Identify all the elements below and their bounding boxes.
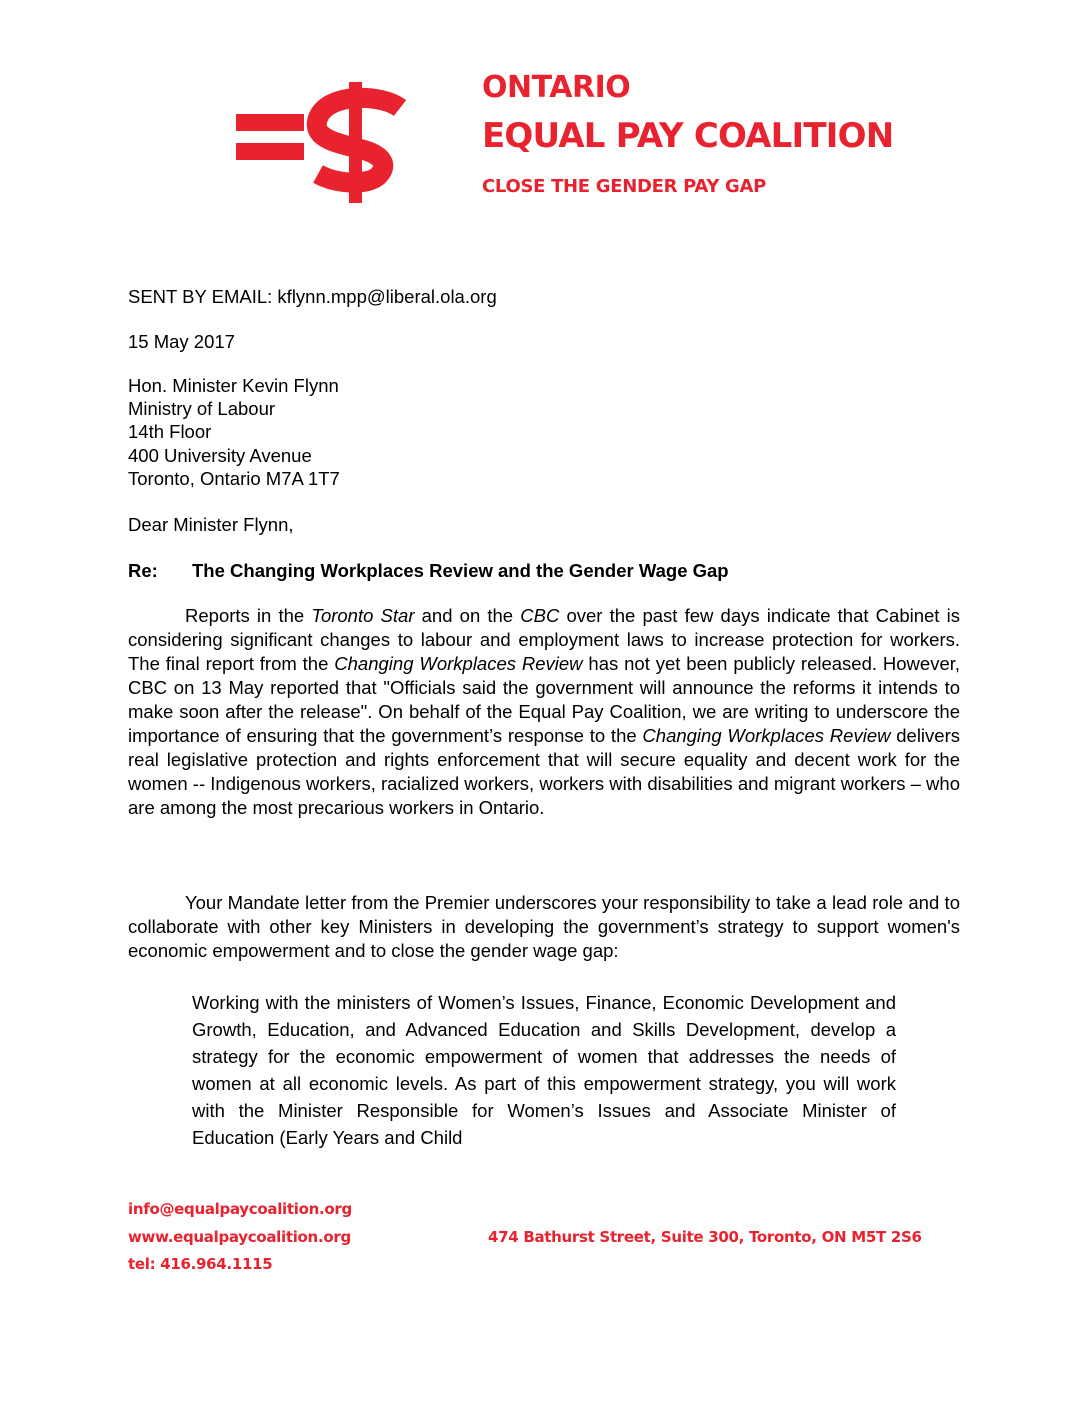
recipient-address [128, 374, 340, 490]
re-subject: The Changing Workplaces Review and the Gender Wage Gap [192, 560, 729, 581]
org-name-line2: EQUAL PAY COALITION [482, 116, 894, 156]
salutation: Dear Minister Flynn, [128, 514, 294, 535]
re-label: Re: [128, 560, 158, 581]
paragraph-1: Reports in the Toronto Star and on the CBC over the past few days indicate that Cabinet is considering significant changes to labour and employment laws to increase protection for workers. The final report from the Changing Workplaces Review has not yet been publicly released. However, CBC on 13 May reported that "Officials said the government will announce the reforms it intends to make soon after the release". On behalf of the Equal Pay Coalition, we are writing to underscore the importance of ensuring that the government’s response to the Changing Workplaces Review delivers real legislative protection and rights enforcement that will secure equality and decent work for the women -- Indigenous workers, racialized workers, workers with disabilities and migrant workers – who are among the most precarious workers in Ontario. [128, 605, 961, 818]
footer-email[interactable]: info@equalpaycoalition.org [128, 1200, 352, 1218]
address-line: Toronto, Ontario M7A 1T7 [128, 467, 340, 489]
org-name-line1: ONTARIO [482, 70, 631, 105]
letter-date: 15 May 2017 [128, 331, 235, 352]
mandate-quote: Working with the ministers of Women’s Issues, Finance, Economic Development and Growth, Education, and Advanced Education and Skills Development, develop a strategy for the economic empowerment of women that addresses the needs of women at all economic levels. As part of this empowerment strategy, you will work with the Minister Responsible for Women’s Issues and Associate Minister of Education (Early Years and Child [192, 992, 896, 1148]
footer-phone: tel: 416.964.1115 [128, 1255, 273, 1273]
footer-address: 474 Bathurst Street, Suite 300, Toronto, ON M5T 2S6 [488, 1228, 922, 1246]
address-line: Ministry of Labour [128, 398, 276, 420]
org-tagline: CLOSE THE GENDER PAY GAP [482, 176, 767, 197]
address-line: 14th Floor [128, 421, 212, 443]
footer-website[interactable]: www.equalpaycoalition.org [128, 1228, 351, 1246]
sent-by-email: SENT BY EMAIL: kflynn.mpp@liberal.ola.org [128, 286, 497, 307]
paragraph-2: Your Mandate letter from the Premier underscores your responsibility to take a lead role and to collaborate with other key Ministers in developing the government’s strategy to support women's economic empowerment and to close the gender wage gap: [128, 892, 960, 961]
equals-dollar-logo [232, 80, 412, 205]
address-line: Hon. Minister Kevin Flynn [128, 375, 339, 396]
address-line: 400 University Avenue [128, 444, 312, 466]
